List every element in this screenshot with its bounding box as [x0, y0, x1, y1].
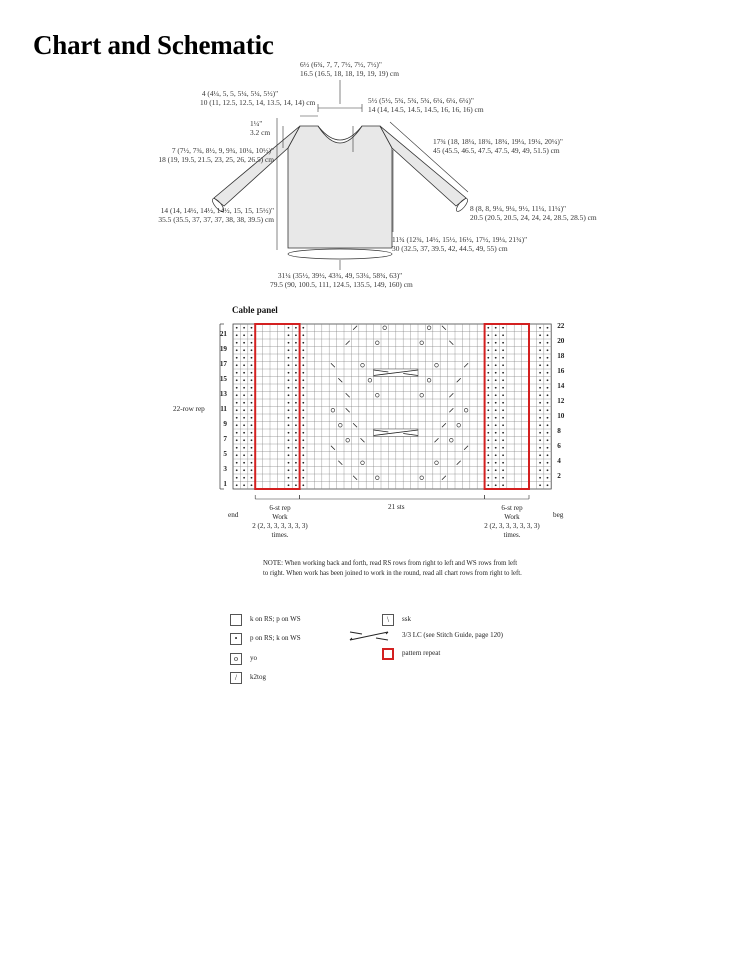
- purl-dot: [295, 439, 297, 441]
- purl-dot: [251, 402, 253, 404]
- ssk-icon: \: [382, 614, 394, 626]
- purl-dot: [495, 357, 497, 359]
- purl-dot: [243, 357, 245, 359]
- right-repeat-label: 6-st rep Work 2 (2, 3, 3, 3, 3, 3, 3) times.: [484, 504, 540, 539]
- purl-dot: [487, 349, 489, 351]
- purl-dot: [295, 454, 297, 456]
- purl-dot: [243, 342, 245, 344]
- purl-dot: [495, 447, 497, 449]
- purl-dot: [495, 477, 497, 479]
- purl-dot: [487, 409, 489, 411]
- purl-dot: [495, 409, 497, 411]
- purl-dot: [302, 432, 304, 434]
- purl-dot: [295, 342, 297, 344]
- purl-dot: [295, 379, 297, 381]
- purl-dot: [502, 372, 504, 374]
- purl-dot: [288, 417, 290, 419]
- purl-dot: [243, 477, 245, 479]
- purl-dot: [295, 417, 297, 419]
- purl-dot: [495, 454, 497, 456]
- purl-dot: [251, 342, 253, 344]
- row-number-left: 13: [219, 389, 227, 398]
- purl-dot: [251, 357, 253, 359]
- purl-dot: [539, 462, 541, 464]
- row-number-right: 14: [557, 382, 565, 390]
- purl-dot: [236, 454, 238, 456]
- purl-dot: [547, 432, 549, 434]
- purl-dot: [539, 447, 541, 449]
- purl-dot: [243, 417, 245, 419]
- row-number-left: 11: [220, 404, 227, 413]
- cable-icon: [348, 630, 390, 642]
- purl-dot: [539, 454, 541, 456]
- purl-dot: [487, 454, 489, 456]
- purl-dot: [295, 484, 297, 486]
- row-number-right: 18: [557, 352, 565, 360]
- purl-dot: [251, 432, 253, 434]
- purl-dot: [502, 432, 504, 434]
- purl-dot: [502, 379, 504, 381]
- purl-dot: [302, 469, 304, 471]
- purl-dot: [302, 462, 304, 464]
- purl-dot: [243, 424, 245, 426]
- purl-dot: [236, 342, 238, 344]
- purl-dot: [251, 327, 253, 329]
- purl-dot: [288, 349, 290, 351]
- purl-dot: [302, 342, 304, 344]
- purl-dot: [487, 357, 489, 359]
- purl-dot: [302, 417, 304, 419]
- purl-dot: [302, 379, 304, 381]
- purl-dot: [288, 484, 290, 486]
- purl-dot: [295, 424, 297, 426]
- yarn-over-icon: o: [230, 653, 242, 665]
- purl-dot: [243, 454, 245, 456]
- purl-dot: [251, 334, 253, 336]
- purl-dot: [236, 357, 238, 359]
- stitch-count-label: 21 sts: [388, 503, 405, 511]
- purl-dot: [236, 402, 238, 404]
- purl-dot: [547, 394, 549, 396]
- purl-dot: [288, 364, 290, 366]
- purl-dot: [243, 372, 245, 374]
- body-length-label: 14 (14, 14½, 14½, 14½, 15, 15, 15½)" 35.5 (35.5, 37, 37, 37, 38, 38, 39.5) cm: [158, 206, 274, 225]
- purl-dot: [251, 409, 253, 411]
- purl-dot: [495, 364, 497, 366]
- purl-dot: [539, 342, 541, 344]
- purl-dot: [547, 379, 549, 381]
- row-number-left: 19: [219, 344, 227, 353]
- row-number-left: 7: [223, 434, 227, 443]
- purl-dot: [539, 379, 541, 381]
- purl-dot: [288, 462, 290, 464]
- row-number-right: 8: [557, 427, 561, 435]
- purl-dot: [236, 349, 238, 351]
- purl-dot: [288, 387, 290, 389]
- purl-dot: [295, 357, 297, 359]
- purl-dot: [251, 379, 253, 381]
- purl-dot: [302, 447, 304, 449]
- purl-dot: [302, 334, 304, 336]
- purl-dot: [547, 349, 549, 351]
- purl-dot: [502, 394, 504, 396]
- purl-dot: [547, 364, 549, 366]
- purl-dot: [487, 447, 489, 449]
- purl-dot: [302, 454, 304, 456]
- purl-dot: [251, 349, 253, 351]
- row-number-left: 5: [223, 449, 227, 458]
- purl-dot: [539, 417, 541, 419]
- purl-dot: [251, 484, 253, 486]
- purl-dot: [487, 484, 489, 486]
- purl-dot: [487, 432, 489, 434]
- purl-dot: [539, 394, 541, 396]
- purl-dot: [547, 447, 549, 449]
- legend-item: 3/3 LC (see Stitch Guide, page 120): [348, 630, 508, 644]
- purl-dot: [243, 469, 245, 471]
- purl-dot: [487, 477, 489, 479]
- purl-dot: [243, 364, 245, 366]
- purl-dot: [487, 402, 489, 404]
- purl-dot: [251, 454, 253, 456]
- purl-dot: [288, 477, 290, 479]
- purl-dot: [236, 424, 238, 426]
- purl-dot: [539, 334, 541, 336]
- purl-dot: [302, 394, 304, 396]
- purl-dot: [539, 327, 541, 329]
- purl-dot: [243, 447, 245, 449]
- purl-dot: [288, 424, 290, 426]
- row-number-right: 12: [557, 397, 565, 405]
- purl-dot: [539, 484, 541, 486]
- purl-dot: [295, 462, 297, 464]
- purl-dot: [243, 334, 245, 336]
- purl-dot: [302, 364, 304, 366]
- purl-dot: [295, 349, 297, 351]
- purl-dot: [236, 439, 238, 441]
- purl-dot: [495, 387, 497, 389]
- purl-dot: [495, 439, 497, 441]
- purl-dot: [251, 477, 253, 479]
- purl-dot: [547, 409, 549, 411]
- pattern-repeat-icon: [382, 648, 394, 660]
- purl-dot: [539, 357, 541, 359]
- purl-dot: [487, 424, 489, 426]
- purl-dot: [547, 462, 549, 464]
- purl-dot: [539, 372, 541, 374]
- purl-dot: [243, 327, 245, 329]
- purl-dot: [539, 439, 541, 441]
- purl-dot: [502, 402, 504, 404]
- purl-dot: [502, 387, 504, 389]
- purl-dot: [495, 417, 497, 419]
- purl-dot: [295, 364, 297, 366]
- purl-dot: [547, 327, 549, 329]
- purl-dot: [295, 387, 297, 389]
- purl-dot: [495, 334, 497, 336]
- purl-dot: [547, 454, 549, 456]
- purl-dot: [288, 357, 290, 359]
- purl-dot: [288, 469, 290, 471]
- purl-dot: [487, 342, 489, 344]
- cuff-label: 8 (8, 8, 9¼, 9¼, 9½, 11¼, 11¼)" 20.5 (20.5, 20.5, 24, 24, 24, 28.5, 28.5) cm: [470, 204, 597, 223]
- neck-width-label: 6½ (6¾, 7, 7, 7½, 7½, 7½)" 16.5 (16.5, 18, 18, 19, 19, 19) cm: [300, 60, 399, 79]
- purl-dot: [547, 424, 549, 426]
- purl-dot: [236, 447, 238, 449]
- purl-dot: [539, 364, 541, 366]
- purl-dot: [495, 484, 497, 486]
- purl-dot: [288, 372, 290, 374]
- purl-dot: [295, 469, 297, 471]
- chart-title: Cable panel: [232, 305, 278, 315]
- chart-note: NOTE: When working back and forth, read RS rows from right to left and WS rows from left to right. When work has been joined to work in the round, read all chart rows from right to left.: [263, 560, 522, 577]
- purl-dot: [251, 394, 253, 396]
- purl-dot: [243, 379, 245, 381]
- purl-dot: [302, 424, 304, 426]
- purl-dot: [288, 454, 290, 456]
- purl-dot: [502, 417, 504, 419]
- purl-dot: [495, 327, 497, 329]
- row-number-right: 20: [557, 337, 565, 345]
- purl-dot: [236, 327, 238, 329]
- row-number-right: 10: [557, 412, 565, 420]
- purl-dot: [251, 469, 253, 471]
- purl-dot: [502, 469, 504, 471]
- purl-dot: [295, 477, 297, 479]
- purl-dot: [547, 484, 549, 486]
- left-repeat-label: 6-st rep Work 2 (2, 3, 3, 3, 3, 3, 3) times.: [252, 504, 308, 539]
- purl-dot: [251, 417, 253, 419]
- purl-dot: [539, 469, 541, 471]
- purl-dot: [547, 372, 549, 374]
- purl-dot: [487, 372, 489, 374]
- purl-dot: [288, 394, 290, 396]
- knit-square-icon: [230, 614, 242, 626]
- purl-dot: [236, 394, 238, 396]
- purl-dot: [295, 334, 297, 336]
- purl-dot: [236, 469, 238, 471]
- purl-dot: [502, 409, 504, 411]
- purl-dot: [251, 387, 253, 389]
- purl-dot: [487, 364, 489, 366]
- purl-dot: [547, 477, 549, 479]
- purl-dot: [487, 394, 489, 396]
- purl-dot: [288, 342, 290, 344]
- purl-dot: [251, 447, 253, 449]
- purl-dot: [487, 462, 489, 464]
- purl-dot: [243, 484, 245, 486]
- shoulder-label: 4 (4¼, 5, 5, 5¼, 5¼, 5½)" 10 (11, 12.5, 12.5, 14, 13.5, 14, 14) cm: [200, 89, 316, 108]
- sleeve-length-label: 17¾ (18, 18¼, 18¾, 18¾, 19¼, 19¼, 20¼)" 45 (45.5, 46.5, 47.5, 47.5, 49, 49, 51.5) cm: [433, 137, 563, 156]
- purl-dot: [288, 409, 290, 411]
- beg-label: beg: [553, 511, 564, 519]
- purl-dot: [502, 357, 504, 359]
- purl-dot: [288, 439, 290, 441]
- purl-dot: [251, 439, 253, 441]
- purl-dot: [547, 387, 549, 389]
- purl-dot: [236, 387, 238, 389]
- purl-dot: [288, 379, 290, 381]
- purl-dot: [547, 342, 549, 344]
- purl-dot: [243, 439, 245, 441]
- purl-dot: [539, 424, 541, 426]
- purl-dot: [502, 327, 504, 329]
- back-neck-label: 1¼" 3.2 cm: [250, 119, 271, 138]
- purl-dot: [539, 477, 541, 479]
- purl-dot: [487, 417, 489, 419]
- purl-dot: [295, 447, 297, 449]
- purl-dot: [236, 477, 238, 479]
- purl-dot: [539, 432, 541, 434]
- row-number-left: 9: [223, 419, 227, 428]
- armhole-label: 7 (7½, 7¾, 8½, 9, 9¾, 10¼, 10½)" 18 (19, 19.5, 21.5, 23, 25, 26, 26.5) cm: [158, 146, 274, 165]
- row-number-left: 15: [219, 374, 227, 383]
- row-number-right: 6: [557, 442, 561, 450]
- purl-dot: [495, 394, 497, 396]
- purl-dot: [302, 484, 304, 486]
- page-title: Chart and Schematic: [33, 30, 274, 60]
- purl-dot: [487, 334, 489, 336]
- purl-dot: [295, 409, 297, 411]
- purl-dot: [251, 372, 253, 374]
- purl-dot: [236, 432, 238, 434]
- purl-dot: [295, 327, 297, 329]
- purl-dot: [288, 334, 290, 336]
- purl-dot: [502, 462, 504, 464]
- purl-dot: [302, 477, 304, 479]
- purl-dot: [251, 364, 253, 366]
- purl-dot: [236, 364, 238, 366]
- purl-dot: [487, 439, 489, 441]
- purl-dot: [502, 342, 504, 344]
- purl-dot: [495, 462, 497, 464]
- purl-dot-icon: •: [230, 633, 242, 645]
- purl-dot: [495, 372, 497, 374]
- purl-dot: [295, 432, 297, 434]
- purl-dot: [502, 447, 504, 449]
- purl-dot: [302, 439, 304, 441]
- purl-dot: [302, 409, 304, 411]
- purl-dot: [302, 402, 304, 404]
- purl-dot: [495, 342, 497, 344]
- purl-dot: [288, 447, 290, 449]
- purl-dot: [502, 439, 504, 441]
- k2tog-icon: /: [230, 672, 242, 684]
- purl-dot: [243, 387, 245, 389]
- purl-dot: [243, 462, 245, 464]
- purl-dot: [487, 327, 489, 329]
- row-repeat-label: 22-row rep: [173, 405, 205, 413]
- purl-dot: [302, 387, 304, 389]
- purl-dot: [251, 424, 253, 426]
- purl-dot: [243, 394, 245, 396]
- purl-dot: [251, 462, 253, 464]
- purl-dot: [236, 379, 238, 381]
- upper-arm-label: 11¾ (12¾, 14½, 15½, 16½, 17½, 19¼, 21¾)" 30 (32.5, 37, 39.5, 42, 44.5, 49, 55) cm: [392, 235, 528, 254]
- row-number-right: 4: [557, 457, 561, 465]
- purl-dot: [502, 454, 504, 456]
- purl-dot: [539, 387, 541, 389]
- purl-dot: [243, 402, 245, 404]
- purl-dot: [288, 327, 290, 329]
- purl-dot: [487, 379, 489, 381]
- purl-dot: [502, 349, 504, 351]
- purl-dot: [302, 357, 304, 359]
- purl-dot: [495, 379, 497, 381]
- row-number-left: 1: [223, 479, 227, 488]
- purl-dot: [547, 439, 549, 441]
- purl-dot: [539, 349, 541, 351]
- purl-dot: [243, 349, 245, 351]
- purl-dot: [502, 334, 504, 336]
- purl-dot: [547, 402, 549, 404]
- purl-dot: [547, 357, 549, 359]
- purl-dot: [547, 334, 549, 336]
- row-number-right: 22: [557, 322, 565, 330]
- row-number-right: 16: [557, 367, 565, 375]
- purl-dot: [495, 402, 497, 404]
- purl-dot: [302, 372, 304, 374]
- purl-dot: [288, 432, 290, 434]
- purl-dot: [495, 349, 497, 351]
- purl-dot: [295, 402, 297, 404]
- purl-dot: [502, 477, 504, 479]
- purl-dot: [295, 372, 297, 374]
- row-number-left: 3: [223, 464, 227, 473]
- purl-dot: [302, 327, 304, 329]
- purl-dot: [539, 409, 541, 411]
- purl-dot: [236, 417, 238, 419]
- purl-dot: [236, 484, 238, 486]
- purl-dot: [502, 424, 504, 426]
- purl-dot: [547, 417, 549, 419]
- purl-dot: [495, 432, 497, 434]
- purl-dot: [295, 394, 297, 396]
- purl-dot: [243, 409, 245, 411]
- purl-dot: [502, 484, 504, 486]
- purl-dot: [487, 469, 489, 471]
- purl-dot: [236, 409, 238, 411]
- purl-dot: [243, 432, 245, 434]
- purl-dot: [236, 372, 238, 374]
- purl-dot: [236, 462, 238, 464]
- row-number-left: 17: [219, 359, 227, 368]
- purl-dot: [302, 349, 304, 351]
- purl-dot: [495, 424, 497, 426]
- purl-dot: [236, 334, 238, 336]
- neck-depth-label: 5½ (5½, 5¾, 5¾, 5¾, 6¼, 6¼, 6¼)" 14 (14, 14.5, 14.5, 14.5, 16, 16, 16) cm: [368, 96, 484, 115]
- purl-dot: [502, 364, 504, 366]
- purl-dot: [539, 402, 541, 404]
- row-number-right: 2: [557, 472, 561, 480]
- row-number-left: 21: [219, 329, 227, 338]
- purl-dot: [487, 387, 489, 389]
- chest-label: 31¼ (35½, 39½, 43¾, 49, 53¼, 58¾, 63)" 79.5 (90, 100.5, 111, 124.5, 135.5, 149, 160) cm: [270, 271, 413, 290]
- purl-dot: [495, 469, 497, 471]
- end-label: end: [228, 511, 239, 519]
- purl-dot: [288, 402, 290, 404]
- purl-dot: [547, 469, 549, 471]
